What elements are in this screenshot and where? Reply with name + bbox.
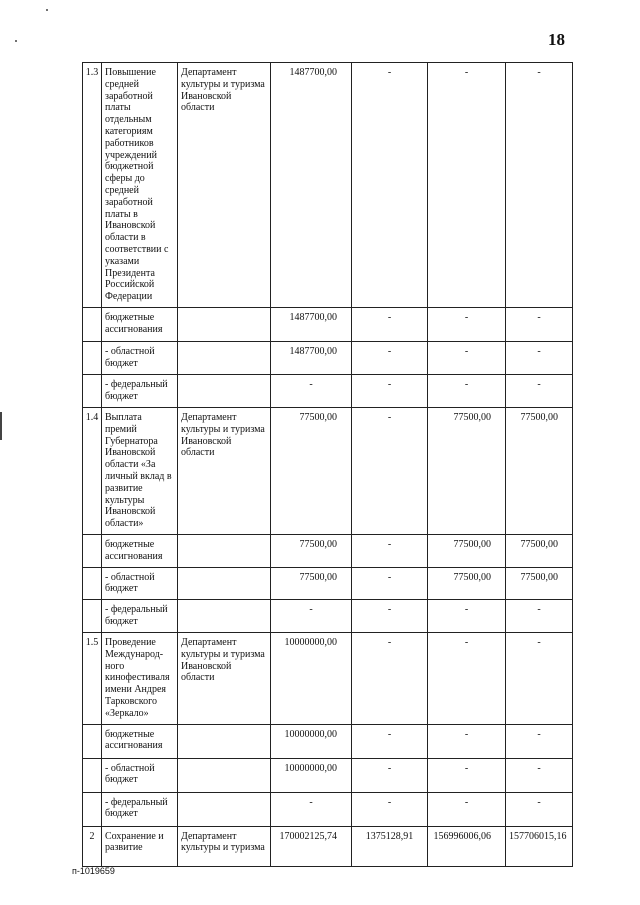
- row-value-total: 10000000,00: [271, 633, 352, 725]
- table-row: [83, 534, 573, 567]
- scan-speck: [46, 9, 48, 11]
- row-value-3: 156996006,06: [428, 826, 506, 866]
- row-executor: [178, 792, 271, 826]
- row-value-total: 10000000,00: [271, 758, 352, 792]
- row-name: Повышение средней заработной платы отдельным категориям работников учреждений бюджетной сферы до средней заработной платы в Ивановской области в соответствии с указами Президента Российской Федерации: [102, 63, 178, 308]
- row-name: бюджетные ассигнования: [102, 724, 178, 758]
- row-name: - областной бюджет: [102, 341, 178, 374]
- row-name: бюджетные ассигнования: [102, 307, 178, 341]
- row-value-4: 77500,00: [506, 567, 573, 600]
- row-name: - областной бюджет: [102, 567, 178, 600]
- row-number: [83, 374, 102, 407]
- table-row: [83, 567, 573, 600]
- row-value-total: -: [271, 792, 352, 826]
- row-value-4: -: [506, 758, 573, 792]
- row-value-3: 77500,00: [428, 567, 506, 600]
- row-value-4: -: [506, 307, 573, 341]
- row-number: [83, 567, 102, 600]
- row-value-total: -: [271, 374, 352, 407]
- table-row: [83, 407, 573, 534]
- row-value-total: 1487700,00: [271, 63, 352, 308]
- row-value-2: -: [352, 534, 428, 567]
- row-value-total: 10000000,00: [271, 724, 352, 758]
- row-executor: [178, 724, 271, 758]
- row-value-3: -: [428, 341, 506, 374]
- row-value-4: -: [506, 792, 573, 826]
- row-name: - федеральный бюджет: [102, 374, 178, 407]
- row-executor: Департамент культуры и туризма Ивановской области: [178, 633, 271, 725]
- row-number: 2: [83, 826, 102, 866]
- row-value-4: -: [506, 63, 573, 308]
- table-row: [83, 63, 573, 308]
- row-value-3: 77500,00: [428, 534, 506, 567]
- row-value-3: -: [428, 374, 506, 407]
- row-executor: Департамент культуры и туризма: [178, 826, 271, 866]
- budget-table: [82, 62, 573, 867]
- row-value-2: 1375128,91: [352, 826, 428, 866]
- row-value-4: 77500,00: [506, 407, 573, 534]
- table-row: [83, 758, 573, 792]
- table-row: [83, 724, 573, 758]
- row-name: Выплата премий Губернатора Ивановской области «За личный вклад в развитие культуры Ивановской области»: [102, 407, 178, 534]
- row-value-4: 77500,00: [506, 534, 573, 567]
- row-value-2: -: [352, 758, 428, 792]
- table-row: [83, 792, 573, 826]
- row-executor: [178, 307, 271, 341]
- row-number: [83, 341, 102, 374]
- row-value-2: -: [352, 567, 428, 600]
- table-row: [83, 826, 573, 866]
- row-executor: [178, 341, 271, 374]
- row-value-4: -: [506, 374, 573, 407]
- row-value-total: 1487700,00: [271, 307, 352, 341]
- row-value-total: -: [271, 600, 352, 633]
- row-value-total: 77500,00: [271, 567, 352, 600]
- row-value-3: -: [428, 792, 506, 826]
- row-number: [83, 724, 102, 758]
- row-number: 1.4: [83, 407, 102, 534]
- row-value-4: -: [506, 341, 573, 374]
- row-value-2: -: [352, 63, 428, 308]
- row-value-2: -: [352, 407, 428, 534]
- row-value-2: -: [352, 724, 428, 758]
- row-name: - областной бюджет: [102, 758, 178, 792]
- row-number: [83, 307, 102, 341]
- row-value-3: -: [428, 633, 506, 725]
- row-executor: [178, 600, 271, 633]
- table-row: [83, 307, 573, 341]
- row-executor: [178, 567, 271, 600]
- row-value-2: -: [352, 792, 428, 826]
- row-value-2: -: [352, 633, 428, 725]
- row-number: [83, 758, 102, 792]
- row-value-3: -: [428, 724, 506, 758]
- row-value-2: -: [352, 374, 428, 407]
- row-executor: [178, 534, 271, 567]
- row-value-total: 77500,00: [271, 407, 352, 534]
- row-value-4: -: [506, 600, 573, 633]
- table-row: [83, 341, 573, 374]
- row-value-3: 77500,00: [428, 407, 506, 534]
- row-name: - федеральный бюджет: [102, 600, 178, 633]
- table-row: [83, 633, 573, 725]
- row-value-4: -: [506, 724, 573, 758]
- row-name: Проведение Международ-ного кинофестиваля имени Андрея Тарковского «Зеркало»: [102, 633, 178, 725]
- table-row: [83, 374, 573, 407]
- row-number: [83, 534, 102, 567]
- table-row: [83, 600, 573, 633]
- row-number: [83, 792, 102, 826]
- row-value-total: 1487700,00: [271, 341, 352, 374]
- document-code: п-1019659: [72, 866, 115, 876]
- row-value-3: -: [428, 600, 506, 633]
- row-value-3: -: [428, 758, 506, 792]
- row-number: 1.3: [83, 63, 102, 308]
- row-value-2: -: [352, 307, 428, 341]
- row-value-4: 157706015,16: [506, 826, 573, 866]
- row-name: - федеральный бюджет: [102, 792, 178, 826]
- row-value-total: 77500,00: [271, 534, 352, 567]
- scan-speck: [0, 412, 2, 440]
- row-name: бюджетные ассигнования: [102, 534, 178, 567]
- row-number: [83, 600, 102, 633]
- row-value-4: -: [506, 633, 573, 725]
- row-executor: Департамент культуры и туризма Ивановской области: [178, 407, 271, 534]
- row-value-2: -: [352, 341, 428, 374]
- row-value-2: -: [352, 600, 428, 633]
- row-executor: Департамент культуры и туризма Ивановской области: [178, 63, 271, 308]
- row-name: Сохранение и развитие: [102, 826, 178, 866]
- row-number: 1.5: [83, 633, 102, 725]
- row-value-3: -: [428, 307, 506, 341]
- page-number: 18: [548, 30, 565, 49]
- row-value-total: 170002125,74: [271, 826, 352, 866]
- row-value-3: -: [428, 63, 506, 308]
- scan-speck: [15, 40, 17, 42]
- row-executor: [178, 758, 271, 792]
- row-executor: [178, 374, 271, 407]
